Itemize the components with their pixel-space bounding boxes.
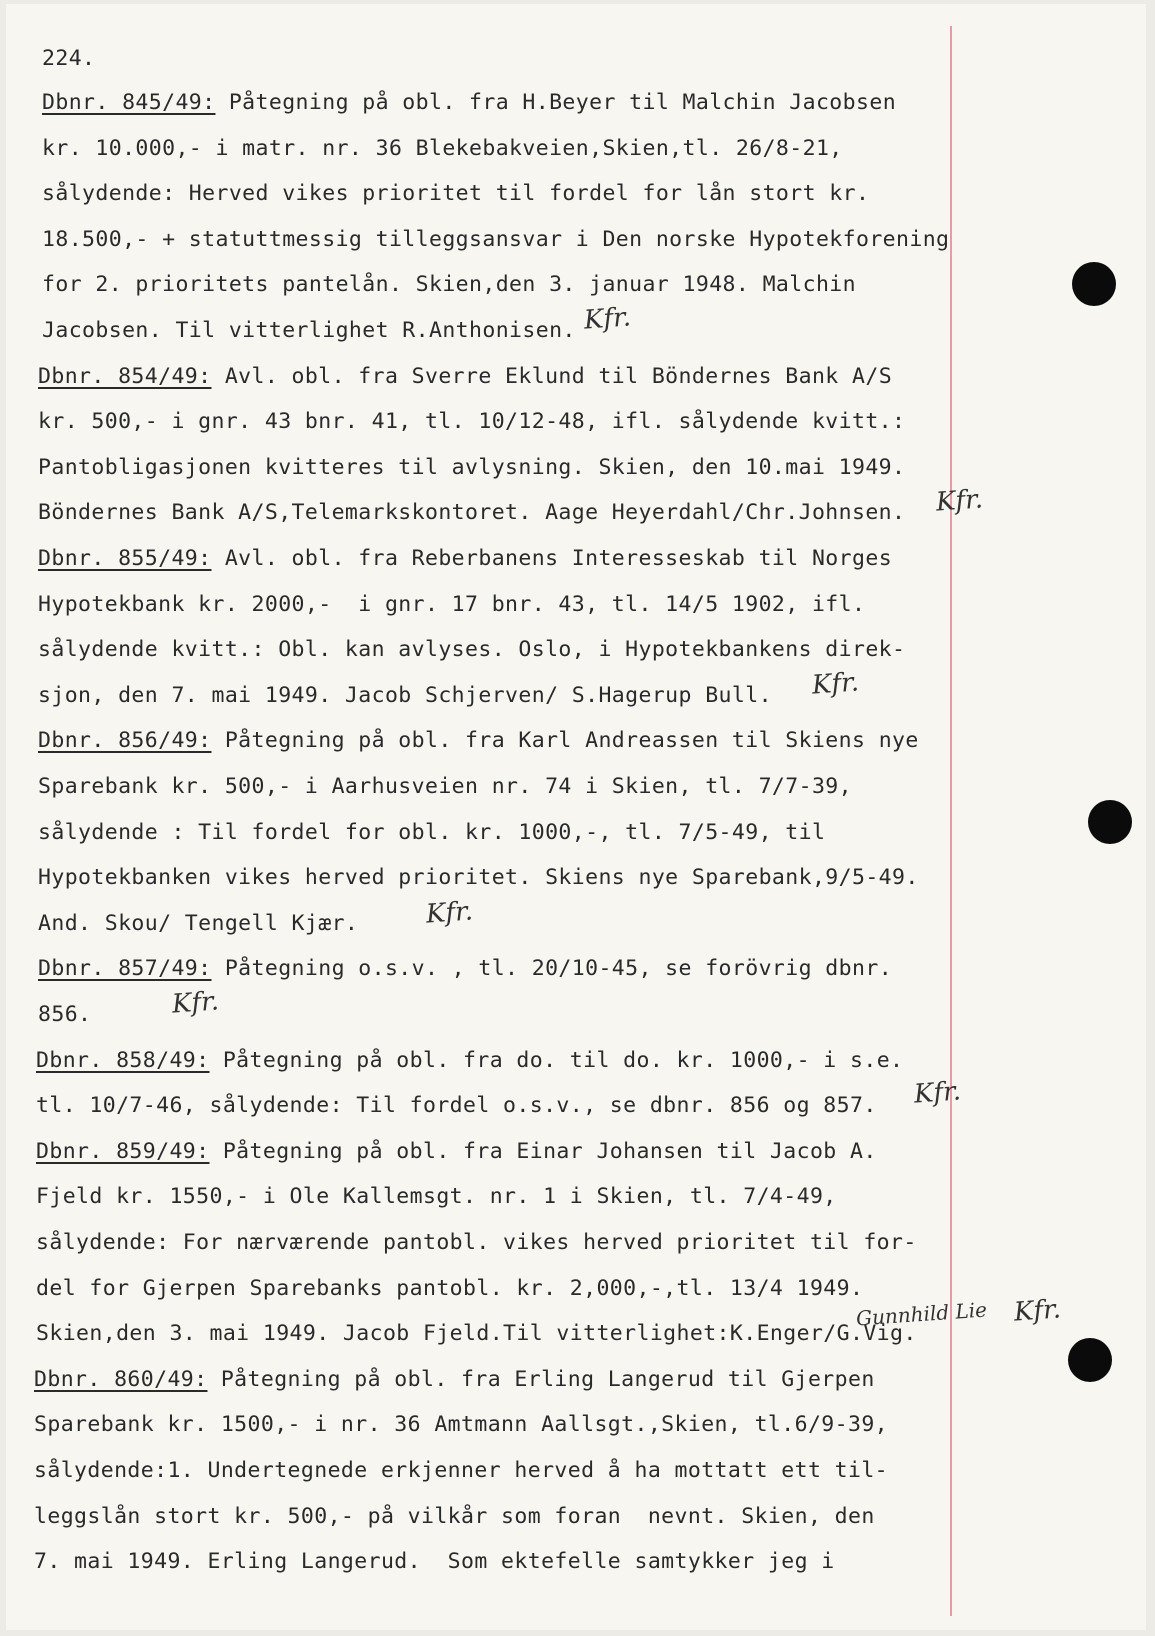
- entry-first-line: [38, 364, 892, 389]
- entry-text: kr. 500,- i gnr. 43 bnr. 41, tl. 10/12-48, ifl. sålydende kvitt.:: [38, 409, 906, 435]
- punch-hole: [1068, 1338, 1112, 1382]
- entry-line: [38, 774, 852, 799]
- entry-reference: Dbnr. 854/49:: [38, 363, 212, 389]
- entry-text: sålydende : Til fordel for obl. kr. 1000,-, tl. 7/5-49, til: [38, 819, 826, 845]
- entry-first-line: [36, 1048, 903, 1073]
- entry-text: sålydende: For nærværende pantobl. vikes herved prioritet til for-: [36, 1230, 917, 1255]
- entry-text: Avl. obl. fra Reberbanens Interesseskab til Norges: [211, 546, 893, 571]
- entry-text: tl. 10/7-46, sålydende: Til fordel o.s.v., se dbnr. 856 og 857.: [36, 1093, 877, 1119]
- handwritten-note: Gunnhild Lie: [855, 1297, 988, 1331]
- entry-text: sjon, den 7. mai 1949. Jacob Schjerven/ S.Hagerup Bull.: [38, 682, 772, 708]
- entry-line: [36, 1230, 917, 1255]
- initials-mark: Kfr.: [1013, 1294, 1062, 1328]
- initials-mark: Kfr.: [171, 986, 220, 1020]
- entry-text: Skien,den 3. mai 1949. Jacob Fjeld.Til vitterlighet:K.Enger/G.Vig.: [36, 1321, 917, 1347]
- entry-text: leggslån stort kr. 500,- på vilkår som foran nevnt. Skien, den: [34, 1503, 875, 1529]
- entry-text: del for Gjerpen Sparebanks pantobl. kr. 2,000,-,tl. 13/4 1949.: [36, 1275, 864, 1301]
- entry-text: Avl. obl. fra Sverre Eklund til Böndernes Bank A/S: [211, 363, 893, 389]
- entry-text: Påtegning på obl. fra do. til do. kr. 1000,- i s.e.: [209, 1047, 904, 1073]
- entry-text: sålydende kvitt.: Obl. kan avlyses. Oslo, i Hypotekbankens direk-: [38, 637, 906, 663]
- entry-reference: Dbnr. 845/49:: [42, 90, 216, 115]
- entry-line: [38, 500, 905, 525]
- entry-text: kr. 10.000,- i matr. nr. 36 Blekebakveien,Skien,tl. 26/8-21,: [42, 135, 843, 161]
- entry-line: [38, 1002, 91, 1027]
- entry-line: [36, 1321, 917, 1346]
- entry-text: sålydende: Herved vikes prioritet til fordel for lån stort kr.: [42, 181, 870, 207]
- initials-mark: Kfr.: [583, 302, 632, 336]
- entry-line: [42, 227, 949, 252]
- entry-line: [38, 820, 825, 845]
- entry-line: [34, 1412, 888, 1437]
- entry-text: Sparebank kr. 1500,- i nr. 36 Amtmann Aallsgt.,Skien, tl.6/9-39,: [34, 1412, 889, 1438]
- initials-mark: Kfr.: [811, 667, 860, 701]
- margin-rule: [950, 26, 952, 1616]
- initials-mark: Kfr.: [425, 896, 474, 930]
- entry-text: Fjeld kr. 1550,- i Ole Kallemsgt. nr. 1 i Skien, tl. 7/4-49,: [36, 1184, 837, 1210]
- entry-text: Påtegning på obl. fra H.Beyer til Malchin Jacobsen: [215, 90, 897, 115]
- entry-text: for 2. prioritets pantelån. Skien,den 3. januar 1948. Malchin: [42, 272, 856, 298]
- entry-text: Hypotekbank kr. 2000,- i gnr. 17 bnr. 43, tl. 14/5 1902, ifl.: [38, 591, 866, 617]
- entry-line: [42, 272, 856, 297]
- initials-mark: Kfr.: [935, 484, 984, 518]
- entry-reference: Dbnr. 859/49:: [36, 1138, 210, 1164]
- entry-line: [38, 637, 905, 662]
- entry-text: Hypotekbanken vikes herved prioritet. Skiens nye Sparebank,9/5-49.: [38, 865, 919, 891]
- page-number: 224.: [42, 46, 96, 71]
- entry-text: Sparebank kr. 500,- i Aarhusveien nr. 74 i Skien, tl. 7/7-39,: [38, 774, 852, 799]
- entry-line: [38, 683, 772, 708]
- entry-reference: Dbnr. 860/49:: [34, 1366, 208, 1392]
- entry-reference: Dbnr. 855/49:: [38, 546, 212, 571]
- entry-line: [42, 136, 843, 161]
- initials-mark: Kfr.: [913, 1076, 962, 1110]
- entry-line: [38, 911, 358, 936]
- entry-text: 856.: [38, 1002, 92, 1027]
- entry-line: [34, 1458, 888, 1483]
- entry-text: sålydende:1. Undertegnede erkjenner herved å ha mottatt ett til-: [34, 1458, 889, 1483]
- entry-first-line: [38, 546, 892, 571]
- entry-text: Påtegning o.s.v. , tl. 20/10-45, se forövrig dbnr.: [211, 956, 893, 982]
- entry-line: [38, 865, 919, 890]
- entry-first-line: [38, 728, 919, 753]
- entry-line: [38, 455, 905, 480]
- entry-first-line: [42, 90, 896, 115]
- entry-text: Pantobligasjonen kvitteres til avlysning. Skien, den 10.mai 1949.: [38, 454, 906, 480]
- punch-hole: [1072, 262, 1116, 306]
- entry-text: Påtegning på obl. fra Karl Andreassen til Skiens nye: [211, 728, 919, 754]
- entry-line: [38, 592, 865, 617]
- entry-reference: Dbnr. 857/49:: [38, 956, 212, 982]
- entry-line: [42, 181, 869, 206]
- document-page: [6, 4, 1146, 1630]
- entry-first-line: [34, 1367, 875, 1392]
- entry-text: 18.500,- + statuttmessig tilleggsansvar i Den norske Hypotekforening: [42, 226, 950, 252]
- entry-text: Påtegning på obl. fra Einar Johansen til Jacob A.: [209, 1138, 877, 1164]
- entry-text: Påtegning på obl. fra Erling Langerud til Gjerpen: [207, 1366, 875, 1392]
- entry-first-line: [36, 1139, 877, 1164]
- entry-line: [42, 318, 576, 343]
- entry-text: Böndernes Bank A/S,Telemarkskontoret. Aage Heyerdahl/Chr.Johnsen.: [38, 500, 906, 526]
- entry-text: Jacobsen. Til vitterlighet R.Anthonisen.: [42, 318, 576, 343]
- entry-line: [34, 1549, 835, 1574]
- entry-text: And. Skou/ Tengell Kjær.: [38, 910, 359, 936]
- entry-line: [36, 1184, 837, 1209]
- entry-line: [34, 1504, 875, 1529]
- entry-text: 7. mai 1949. Erling Langerud. Som ektefelle samtykker jeg i: [34, 1549, 835, 1575]
- entry-line: [36, 1276, 863, 1301]
- entry-line: [38, 409, 905, 434]
- entry-reference: Dbnr. 856/49:: [38, 728, 212, 754]
- entry-reference: Dbnr. 858/49:: [36, 1047, 210, 1073]
- punch-hole: [1088, 800, 1132, 844]
- entry-line: [36, 1093, 877, 1118]
- entry-first-line: [38, 956, 892, 981]
